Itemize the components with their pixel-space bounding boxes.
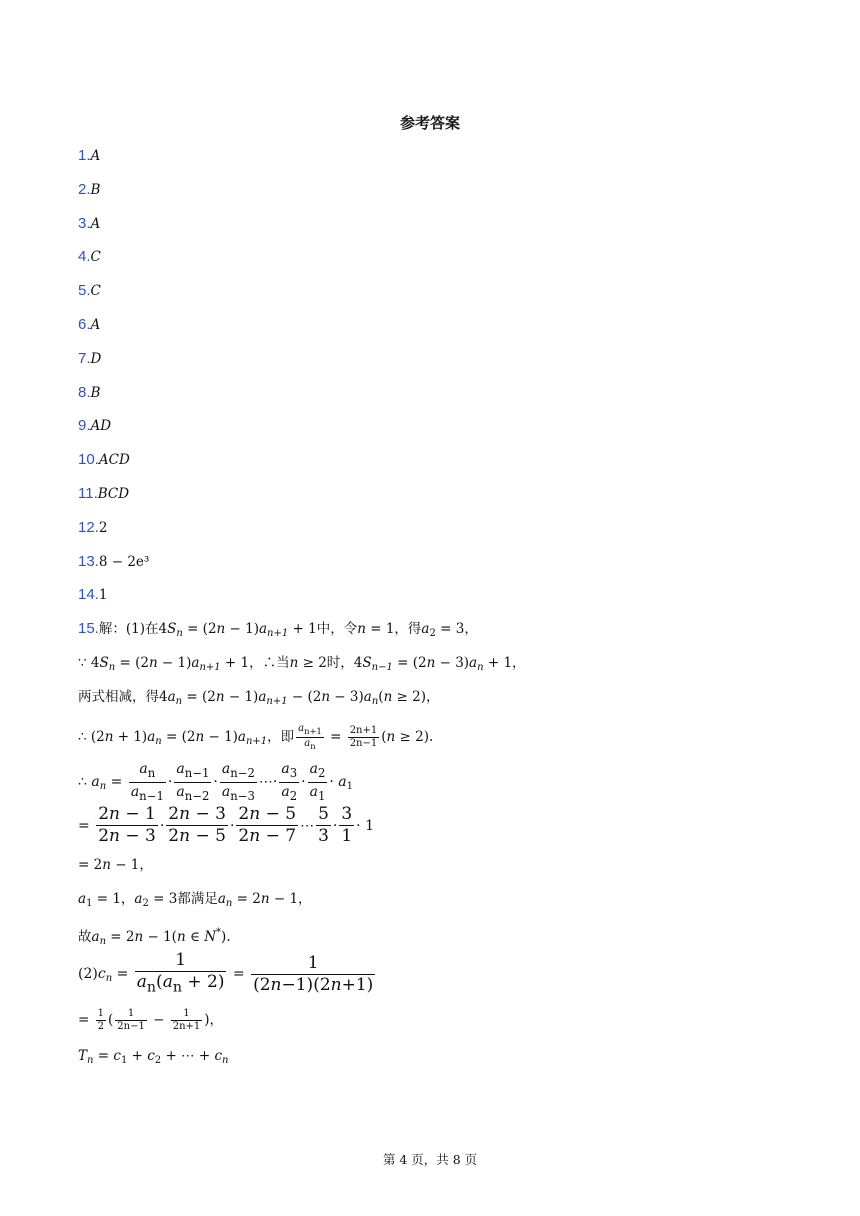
question-number: 9. [78, 417, 91, 435]
question-number: 4. [78, 248, 91, 266]
answer-row [78, 383, 100, 403]
answer-row [78, 518, 107, 538]
question-number: 6. [78, 316, 91, 333]
answer-text: AD [90, 418, 112, 435]
answer-row [78, 146, 100, 166]
answer-row [78, 315, 100, 335]
answer-text: 1 [98, 587, 108, 604]
answer-text: C [90, 249, 101, 266]
answer-text: D [90, 350, 102, 367]
answer-text: B [90, 384, 101, 401]
solution-line-12: $T_n = c_1 + c_2$ + ⋯ + $c_n$ [78, 1048, 229, 1066]
answer-text: 2 [98, 519, 108, 536]
question-number: 2. [78, 180, 91, 198]
question-number: 11. [78, 485, 98, 502]
solution-line-6: = $\frac{2n - 1}{2n - 3}$ · $\frac{2n - 3}{2n - 5}$ · $\frac{2n - 5}{2n - 7}$ ⋯ $\frac{5}{3}$ · $\frac{3}{1}$ · 1 [78, 804, 374, 846]
question-number: 5. [78, 282, 91, 300]
answer-text: BCD [97, 486, 130, 502]
page-footer: 第 4 页，共 8 页 [382, 1152, 478, 1167]
question-number: 13. [78, 552, 99, 570]
question-number: 14. [78, 586, 99, 604]
solution-line-3: 两式相减，得$4a_n = (2n - 1)a_{n+1} - (2n - 3)a_n(n \ge 2)$， [78, 689, 440, 707]
answer-text: B [90, 181, 101, 198]
answer-text: A [90, 317, 101, 333]
answer-text: C [90, 283, 101, 300]
answer-row [78, 552, 149, 572]
question-number: 15. [78, 620, 99, 637]
solution-line-1: 15.解：(1)在$4S_n = (2n - 1)a_{n+1} + 1$中，令n = 1，得$a_2 = 3$， [78, 620, 478, 639]
answer-row [78, 247, 101, 267]
answer-text: ACD [98, 452, 130, 469]
answer-row [78, 585, 107, 605]
answer-row [78, 349, 101, 369]
question-number: 7. [78, 349, 91, 367]
answer-row [78, 214, 100, 234]
solution-line-10: $(2)c_n$ = $\frac{1}{a_n(a_n + 2)}$ = $\frac{1}{(2n-1)(2n+1)}$ [78, 950, 374, 996]
question-number: 12. [78, 518, 99, 536]
answer-text: A [90, 148, 101, 164]
solution-line-4: ∴ $(2n + 1)a_n = (2n - 1)a_{n+1}$，即 $\frac{a_{n+1}}{a_n}$ = $\frac{2n+1}{2n-1}$ (n ≥ 2). [78, 723, 434, 751]
page-title: 参考答案 [399, 114, 460, 132]
solution-line-7: = 2n − 1， [78, 857, 153, 873]
solution-line-2: ∵ $4S_n = (2n - 1)a_{n+1} + 1$，∴当n ≥ 2时，$4S_{n-1} = (2n - 3)a_n + 1$， [78, 655, 526, 673]
answer-row [78, 450, 130, 470]
question-number: 3. [78, 214, 91, 232]
solution-line-9: 故$a_n = 2n - 1(n$ ∈ N*). [78, 927, 231, 947]
solution-line-11: = $\frac{1}{2}$ ( $\frac{1}{2n-1}$ − $\frac{1}{2n+1}$ )， [78, 1008, 224, 1032]
answer-row [78, 416, 111, 436]
answer-text: 8 − 2e³ [98, 553, 150, 570]
question-number: 10. [78, 451, 99, 469]
answer-row [78, 281, 101, 301]
answer-text: A [90, 215, 101, 232]
question-number: 1. [78, 147, 91, 164]
answer-row [78, 484, 129, 504]
answer-row [78, 180, 100, 200]
solution-line-8: $a_1 = 1$，$a_2 = 3$都满足$a_n = 2n - 1$， [78, 891, 312, 909]
question-number: 8. [78, 383, 91, 401]
solution-line-5: ∴ $a_n$ = $\frac{a_n}{a_{n-1}}$ · $\frac{a_{n-1}}{a_{n-2}}$ · $\frac{a_{n-2}}{a_{n-3}}$ ⋯· $\frac{a_3}{a_2}$ · $\frac{a_2}{a_1}$ · $a_1$ [78, 761, 354, 803]
